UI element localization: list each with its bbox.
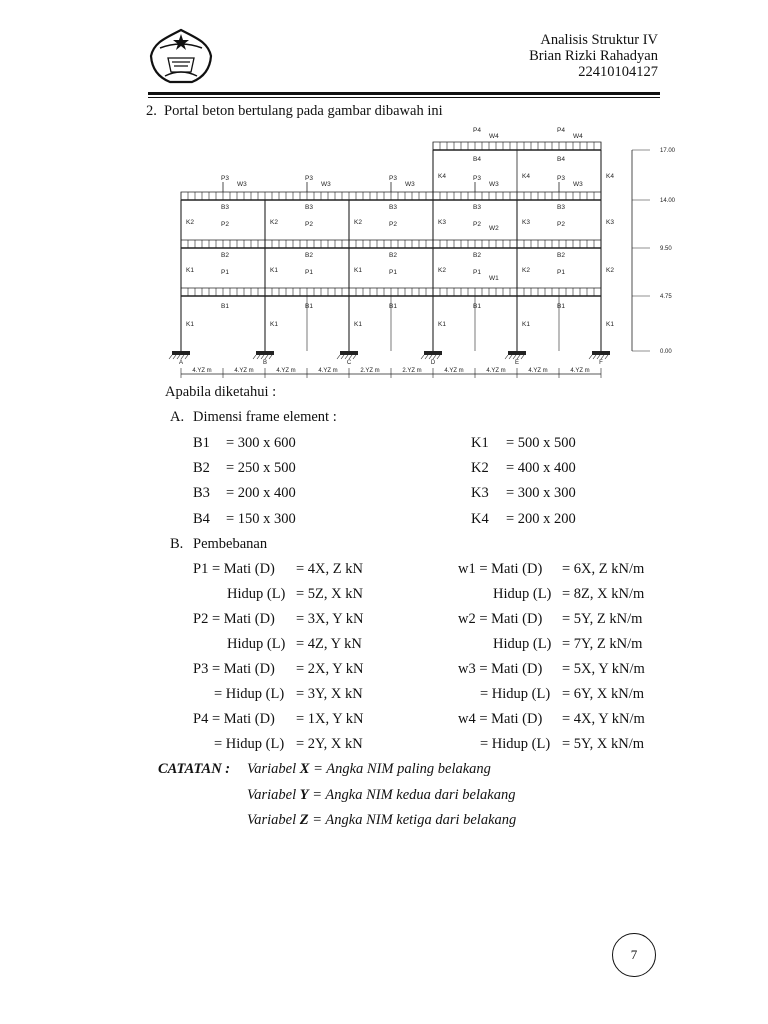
beam-b3-value: = 200 x 400 [226,485,296,501]
w4-dead-label: w4 = Mati (D) [458,711,543,727]
column-label-K1: K1 [354,267,362,274]
w1-live-value: = 8Z, X kN/m [562,586,645,602]
support-hatch [433,355,436,359]
page-number: 7 [612,933,656,977]
beam-label-B1: B1 [221,303,229,310]
catatan-line-y: Variabel Y = Angka NIM kedua dari belakang [247,787,516,803]
p1-live-label: Hidup (L) [227,586,286,602]
elevation-label-0.00: 0.00 [660,349,672,355]
support-hatch [517,355,520,359]
point-load-label-P3: P3 [221,175,229,182]
column-label-K1: K1 [354,321,362,328]
beam-label-B2: B2 [389,252,397,259]
column-label-K4: K4 [438,173,446,180]
support-3 [424,351,442,355]
support-hatch [509,355,512,359]
support-hatch [425,355,428,359]
p4-live-label: = Hidup (L) [214,736,285,752]
point-load-label-P2: P2 [557,221,565,228]
support-hatch [269,355,272,359]
w4-live-value: = 5Y, X kN/m [562,736,645,752]
w1-live-label: Hidup (L) [493,586,552,602]
p3-dead-value: = 2X, Y kN [296,661,364,677]
column-k3-name: K3 [471,485,489,501]
support-hatch [589,355,592,359]
point-load-label-P1: P1 [473,269,481,276]
support-1 [256,351,274,355]
w4-dead-value: = 4X, Y kN/m [562,711,645,727]
span-label: 2.YZ m [360,368,380,374]
beam-label-B2: B2 [557,252,565,259]
column-label-K2: K2 [270,219,278,226]
beam-b1-name: B1 [193,435,210,451]
support-2 [340,351,358,355]
w3-dead-value: = 5X, Y kN/m [562,661,645,677]
p1-dead-value: = 4X, Z kN [296,561,363,577]
column-label-K2: K2 [354,219,362,226]
support-5 [592,351,610,355]
beam-b2-name: B2 [193,460,210,476]
p2-dead-label: P2 = Mati (D) [193,611,275,627]
section-b-title: Pembebanan [193,536,268,552]
span-label: 4.YZ m [276,368,296,374]
column-label-K2: K2 [186,219,194,226]
span-label: 4.YZ m [528,368,548,374]
support-hatch [177,355,180,359]
point-load-label-P4: P4 [473,127,481,134]
section-a-letter: A. [170,409,185,425]
w1-dead-value: = 6X, Z kN/m [562,561,645,577]
beam-label-B2: B2 [473,252,481,259]
support-label-D: D [430,360,436,366]
beam-b3-name: B3 [193,485,210,501]
question-text: Portal beton bertulang pada gambar dibawah ini [164,103,443,119]
support-0 [172,351,190,355]
span-label: 4.YZ m [318,368,338,374]
distributed-load-label-W2: W2 [489,225,499,232]
section-b-letter: B. [170,536,184,552]
catatan-label: CATATAN : [158,761,231,777]
column-label-K2: K2 [438,267,446,274]
distributed-load-label-W4: W4 [573,133,583,140]
header-author: Brian Rizki Rahadyan [529,48,658,64]
support-hatch [341,355,344,359]
column-label-K2: K2 [606,267,614,274]
point-load-label-P1: P1 [557,269,565,276]
distributed-load-label-W3: W3 [321,181,331,188]
span-label: 4.YZ m [570,368,590,374]
span-label: 2.YZ m [402,368,422,374]
support-label-E: E [514,360,520,366]
span-label: 4.YZ m [192,368,212,374]
point-load-label-P1: P1 [221,269,229,276]
elevation-label-9.50: 9.50 [660,246,672,252]
distributed-load-label-W3: W3 [237,181,247,188]
p2-dead-value: = 3X, Y kN [296,611,364,627]
column-k4-name: K4 [471,511,489,527]
w3-live-label: = Hidup (L) [480,686,551,702]
column-label-K3: K3 [522,219,530,226]
p1-dead-label: P1 = Mati (D) [193,561,275,577]
w1-dead-label: w1 = Mati (D) [458,561,543,577]
beam-label-B3: B3 [389,204,397,211]
column-label-K1: K1 [186,321,194,328]
support-hatch [605,355,608,359]
column-label-K1: K1 [606,321,614,328]
point-load-label-P1: P1 [305,269,313,276]
w3-dead-label: w3 = Mati (D) [458,661,543,677]
column-label-K3: K3 [606,219,614,226]
support-hatch [253,355,256,359]
support-hatch [429,355,432,359]
column-k2-name: K2 [471,460,489,476]
distributed-load-label-W3: W3 [573,181,583,188]
support-hatch [521,355,524,359]
w3-live-value: = 6Y, X kN/m [562,686,645,702]
support-hatch [505,355,508,359]
catatan-line-x: Variabel X = Angka NIM paling belakang [247,761,491,777]
support-hatch [513,355,516,359]
point-load-label-P2: P2 [305,221,313,228]
beam-label-B4: B4 [557,156,565,163]
question-number: 2. [146,103,157,119]
beam-b2-value: = 250 x 500 [226,460,296,476]
w2-live-value: = 7Y, Z kN/m [562,636,643,652]
support-hatch [349,355,352,359]
p2-live-label: Hidup (L) [227,636,286,652]
support-hatch [261,355,264,359]
p4-dead-label: P4 = Mati (D) [193,711,275,727]
beam-label-B3: B3 [557,204,565,211]
catatan-line-z: Variabel Z = Angka NIM ketiga dari belakang [247,812,517,828]
support-hatch [337,355,340,359]
portal-frame-figure [150,122,690,384]
point-load-label-P3: P3 [389,175,397,182]
beam-label-B1: B1 [305,303,313,310]
column-k4-value: = 200 x 200 [506,511,576,527]
point-load-label-P4: P4 [557,127,565,134]
elevation-label-17.00: 17.00 [660,148,676,154]
column-k2-value: = 400 x 400 [506,460,576,476]
w2-live-label: Hidup (L) [493,636,552,652]
beam-label-B3: B3 [305,204,313,211]
column-label-K4: K4 [606,173,614,180]
beam-label-B3: B3 [473,204,481,211]
section-a-title: Dimensi frame element : [193,409,337,425]
support-hatch [437,355,440,359]
p1-live-value: = 5Z, X kN [296,586,363,602]
column-label-K1: K1 [438,321,446,328]
distributed-load-label-W4: W4 [489,133,499,140]
w4-live-label: = Hidup (L) [480,736,551,752]
elevation-label-14.00: 14.00 [660,198,676,204]
beam-label-B4: B4 [473,156,481,163]
column-label-K3: K3 [438,219,446,226]
support-label-C: C [346,360,352,366]
support-hatch [593,355,596,359]
support-hatch [257,355,260,359]
column-k3-value: = 300 x 300 [506,485,576,501]
span-label: 4.YZ m [444,368,464,374]
beam-b4-value: = 150 x 300 [226,511,296,527]
beam-label-B1: B1 [389,303,397,310]
column-label-K1: K1 [270,267,278,274]
beam-label-B1: B1 [557,303,565,310]
span-label: 4.YZ m [486,368,506,374]
elevation-label-4.75: 4.75 [660,294,672,300]
p4-dead-value: = 1X, Y kN [296,711,364,727]
distributed-load-label-W3: W3 [489,181,499,188]
support-label-A: A [178,360,184,366]
support-4 [508,351,526,355]
column-label-K2: K2 [522,267,530,274]
distributed-load-label-W1: W1 [489,275,499,282]
beam-b4-name: B4 [193,511,210,527]
column-label-K1: K1 [270,321,278,328]
support-hatch [353,355,356,359]
column-k1-value: = 500 x 500 [506,435,576,451]
column-k1-name: K1 [471,435,489,451]
point-load-label-P3: P3 [305,175,313,182]
p3-live-value: = 3Y, X kN [296,686,363,702]
point-load-label-P2: P2 [221,221,229,228]
support-hatch [169,355,172,359]
p3-live-label: = Hidup (L) [214,686,285,702]
point-load-label-P1: P1 [389,269,397,276]
column-label-K1: K1 [186,267,194,274]
support-hatch [601,355,604,359]
point-load-label-P3: P3 [557,175,565,182]
p2-live-value: = 4Z, Y kN [296,636,362,652]
university-logo [148,26,214,86]
support-hatch [185,355,188,359]
support-hatch [345,355,348,359]
header-nim: 22410104127 [578,64,658,80]
support-hatch [421,355,424,359]
support-hatch [265,355,268,359]
support-label-F: F [599,360,603,366]
header-rule-thin [148,97,660,98]
point-load-label-P2: P2 [473,221,481,228]
span-label: 4.YZ m [234,368,254,374]
beam-label-B1: B1 [473,303,481,310]
support-hatch [597,355,600,359]
p4-live-value: = 2Y, X kN [296,736,363,752]
beam-b1-value: = 300 x 600 [226,435,296,451]
w2-dead-label: w2 = Mati (D) [458,611,543,627]
point-load-label-P3: P3 [473,175,481,182]
point-load-label-P2: P2 [389,221,397,228]
support-hatch [173,355,176,359]
support-hatch [181,355,184,359]
header-course: Analisis Struktur IV [540,32,658,48]
support-label-B: B [262,360,268,366]
p3-dead-label: P3 = Mati (D) [193,661,275,677]
header-rule-thick [148,92,660,95]
intro-text: Apabila diketahui : [165,384,277,400]
distributed-load-label-W3: W3 [405,181,415,188]
beam-label-B2: B2 [305,252,313,259]
beam-label-B2: B2 [221,252,229,259]
column-label-K4: K4 [522,173,530,180]
column-label-K1: K1 [522,321,530,328]
beam-label-B3: B3 [221,204,229,211]
w2-dead-value: = 5Y, Z kN/m [562,611,643,627]
